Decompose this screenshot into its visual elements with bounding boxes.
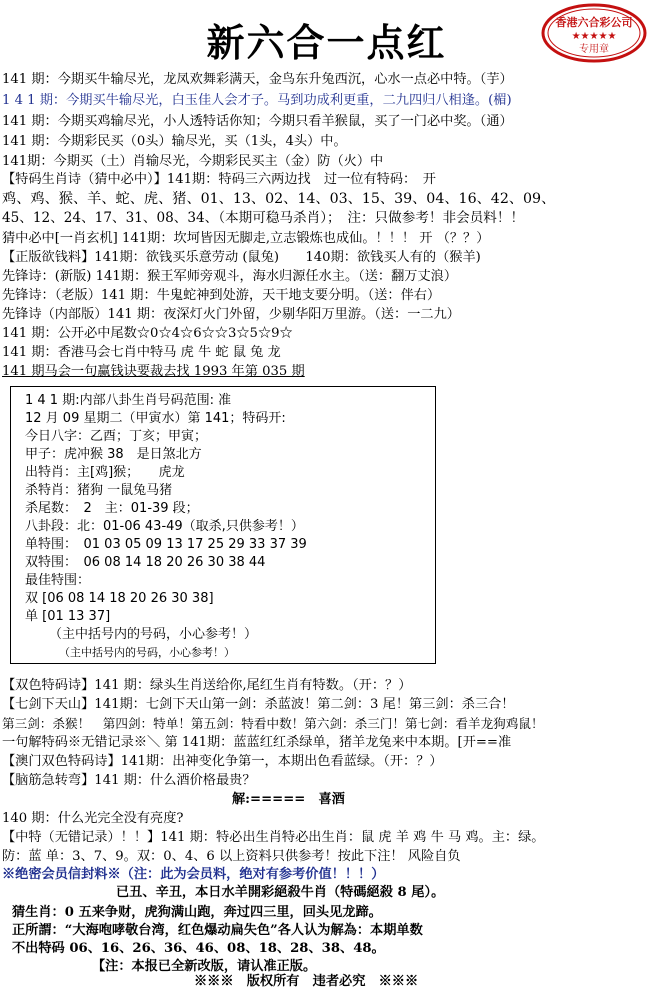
box-line-8: 八卦段：北：01-06 43-49（取杀,只供参考！） <box>25 519 304 534</box>
text-line-12: 先锋诗：（老版）141 期：牛鬼蛇神到处游，天干地支要分明。（送：伴右） <box>2 288 441 303</box>
svg-text:专用章: 专用章 <box>579 44 609 55</box>
text-line-4: 141 期：今期彩民买（0头）输尽光，买（1头，4头）中。 <box>2 134 347 149</box>
text-line-3: 141 期：今期买鸡输尽光，小人透特话你知；今期只看羊猴鼠，买了一门必中奖。（通） <box>2 114 513 129</box>
text-line-29: 猜生肖：0 五来争财，虎狗满山跑，奔过四三里，回头见龙蹄。 <box>12 905 382 920</box>
text-line-18: 【七剑下天山】141期：七剑下天山第一剑：杀蓝波！第二剑：3 尾！第三剑：杀三合！ <box>2 697 515 712</box>
box-line-9: 单特围： 01 03 05 09 13 17 25 29 33 37 39 <box>25 537 307 552</box>
box-line-13: 单 [01 13 37] <box>25 609 111 624</box>
page-title: 新六合一点红 <box>206 20 447 65</box>
svg-text:★★★★★: ★★★★★ <box>571 31 617 42</box>
box-line-3: 今日八字：乙酉；丁亥；甲寅； <box>25 429 208 444</box>
text-line-13: 先锋诗（内部版）141 期：夜深灯火门外留，少剔华阳万里游。（送：一二九） <box>2 307 460 322</box>
text-line-5: 141期：今期买（土）肖输尽光，今期彩民买主（金）防（火）中 <box>2 154 384 169</box>
text-line-6: 【特码生肖诗（猜中必中）】141期：特码三六两边找 过一位有特码： 开 <box>2 172 436 187</box>
text-line-19: 第三剑：杀猴！ 第四剑：特单！第五剑：特看中数！第六剑：杀三门！第七剑：看羊龙狗鸡鼠！ <box>2 716 544 731</box>
text-line-17: 【双色特码诗】141 期：绿头生肖送给你,尾红生肖有特数。（开：？） <box>2 678 412 693</box>
text-line-33: ※※※ 版权所有 违者必究 ※※※ <box>194 974 419 989</box>
bagua-info-box <box>10 386 436 664</box>
seal-stamp <box>540 2 648 64</box>
text-line-27: ※绝密会员信封料※（注：此为会员料，绝对有参考价值！！！） <box>2 867 385 882</box>
text-line-24: 140 期：什么光完全没有亮度? <box>2 811 184 826</box>
box-line-4: 甲子：虎冲猴 38 是日煞北方 <box>25 447 202 462</box>
text-line-25: 【中特（无错记录）！！】141 期：特必出生肖特必出生肖：鼠 虎 羊 鸡 牛 马 鸡。主：绿。 <box>2 830 545 845</box>
text-line-31: 不出特码 06、16、26、36、46、08、18、28、38、48。 <box>12 941 385 956</box>
text-line-28: 已丑、辛丑，本日水羊開彩絕殺牛肖（特碼絕殺 8 尾）。 <box>116 885 445 900</box>
svg-text:香港六合彩公司: 香港六合彩公司 <box>555 16 633 29</box>
text-line-14: 141 期：公开必中尾数☆0☆4☆6☆☆3☆5☆9☆ <box>2 326 293 341</box>
box-line-1: 1 4 1 期:内部八卦生肖号码范围: 准 <box>25 393 232 408</box>
text-line-15: 141 期：香港马会七肖中特马 虎 牛 蛇 鼠 兔 龙 <box>2 345 281 360</box>
text-line-1: 141 期：今期买牛输尽光，龙凤欢舞彩满天，金鸟东升兔西沉，心水一点必中特。（芋） <box>2 72 513 87</box>
box-line-11: 最佳特围： <box>25 573 91 588</box>
box-line-5: 出特肖：主[鸡]猴； 虎龙 <box>25 465 185 480</box>
box-line-12: 双 [06 08 14 18 20 26 30 38] <box>25 591 214 606</box>
text-line-8: 45、12、24、17、31、08、34、（本期可稳马杀肖）； 注：只做参考！非会员料！！ <box>2 210 525 226</box>
text-line-7: 鸡、鸡、猴、羊、蛇、虎、猪、01、13、02、14、03、15、39、04、16、42、09、 <box>2 191 556 207</box>
text-line-11: 先锋诗：(新版) 141期：猴王军师旁观斗，海水归源任水主。（送：翻万丈浪） <box>2 269 458 284</box>
text-line-30: 正所謂：“大海咆哮敬台湾，红色爆动扁失色”各人认为解為：本期单数 <box>12 923 423 938</box>
text-line-9: 猜中必中[一肖玄机] 141期：坎坷皆因无脚走,立志锻炼也成仙。！！！ 开 （？？） <box>2 231 490 246</box>
text-line-20: 一句解特码※无错记录※＼ 第 141期：蓝蓝红红杀绿单，猪羊龙兔来中本期。[开==准 <box>2 735 512 750</box>
text-line-2: 1 4 1 期：今期买牛输尽光，白玉佳人会才子。马到功成利更重，二九四归八相逢。(楣) <box>2 93 512 108</box>
text-line-23: 解:===== 喜酒 <box>232 792 345 807</box>
box-line-6: 杀特肖：猪狗 一鼠兔马猪 <box>25 483 173 498</box>
text-line-21: 【澳门双色特码诗】141期：出神变化争第一，本期出色看蓝绿。（开：？） <box>2 754 443 769</box>
text-line-26: 防：蓝 单：3、7、9。双：0、4、6 以上资料只供参考！按此下注！ 风险自负 <box>2 849 461 864</box>
box-line-10: 双特围： 06 08 14 18 20 26 30 38 44 <box>25 555 266 570</box>
text-line-32: 【注：本报已全新改版，请认准正版。 <box>92 959 317 974</box>
box-line-7: 杀尾数： 2 主：01-39 段； <box>25 501 199 516</box>
text-line-16: 141 期马会一句赢钱诀要裁去找 1993 年第 035 期 <box>2 364 305 379</box>
box-line-15: （主中括号内的号码，小心参考！） <box>59 646 235 659</box>
text-line-10: 【正版欲钱料】141期：欲钱买乐意劳动 (鼠兔) 140期：欲钱买人有的（猴羊) <box>2 250 481 265</box>
box-line-2: 12 月 09 星期二（甲寅水）第 141；特码开: <box>25 411 286 426</box>
box-line-14: （主中括号内的号码，小心参考！） <box>49 627 258 642</box>
text-line-22: 【脑筋急转弯】141 期：什么酒价格最贵？ <box>2 773 256 788</box>
